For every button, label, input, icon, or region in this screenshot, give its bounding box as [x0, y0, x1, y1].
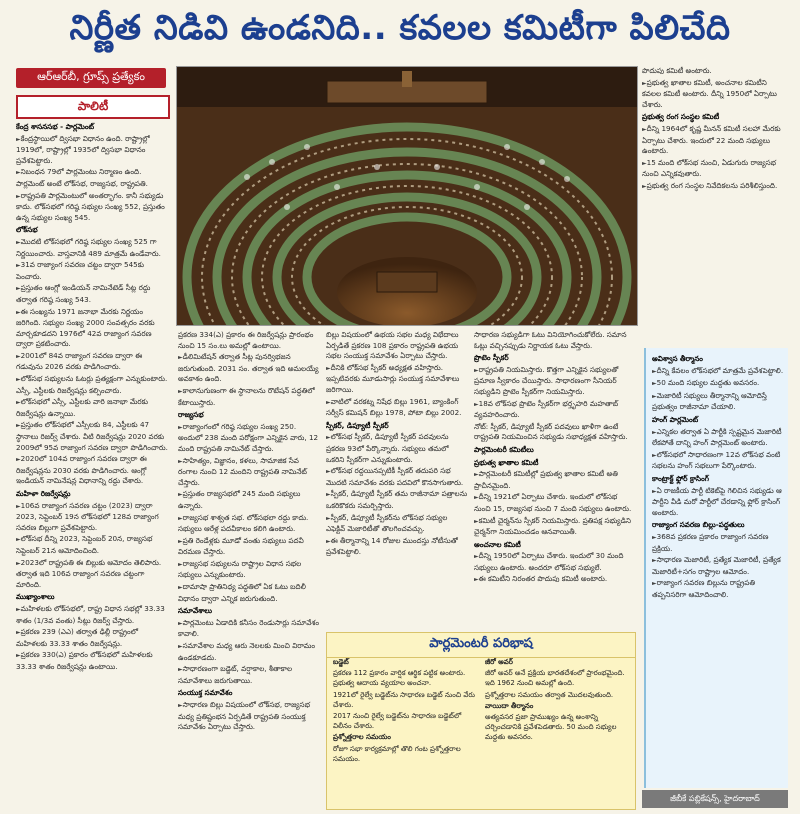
subheading: లోక్‌సభ — [16, 225, 38, 235]
paragraph: ► సాహిత్యం, విజ్ఞానం, కళలు, సామాజిక సేవ రంగాల నుంచి 12 మందిని రాష్ట్రపతి నామినేట్ చేస్తారు. — [178, 456, 320, 489]
subheading: జీరో అవర్ — [485, 658, 513, 666]
paragraph: ► ప్రకరణ 330(ఎ) ప్రకారం లోక్‌సభలో మహిళలకు 33.33 శాతం రిజర్వేషన్లు ఉంటాయి. — [16, 650, 170, 672]
article-column-1 — [16, 120, 170, 808]
paragraph: ► రాష్ట్రపతి పార్లమెంటులో అంతర్భాగం. కానీ సభ్యుడు కాదు. లోక్‌సభలో గరిష్ఠ సభ్యుల సంఖ్య 552, ప్రస్తుతం ఉన్న సభ్యుల సంఖ్య 545. — [16, 191, 170, 224]
paragraph: ► ఎన్నికల తర్వాత ఏ పార్టీకి స్పష్టమైన మెజారిటీ లేకపోతే దాన్ని హంగ్ పార్లమెంట్ అంటారు. — [652, 427, 786, 449]
sidebar-box — [644, 348, 788, 788]
paragraph: ► ప్రభుత్వ ఖాతాల కమిటీ, అంచనాల కమిటీని కవలల కమిటీ అంటారు. దీన్ని 1950లో ఏర్పాటు చేశారు. — [642, 78, 788, 111]
subheading: పార్లమెంటరీ కమిటీలు — [474, 444, 534, 454]
paragraph: ► ఈ కమిటీని నిరంతర పొదుపు కమిటీ అంటారు. — [474, 574, 634, 586]
subheading: బడ్జెట్ — [333, 658, 349, 666]
subheading: హంగ్ పార్లమెంట్ — [652, 414, 699, 424]
paragraph: ► ప్రభుత్వ రంగ సంస్థల నివేదికలను పరిశీలిస్తుంది. — [642, 181, 788, 193]
subheading: ప్రశ్నోత్తరాల సమయం — [333, 733, 391, 742]
paragraph: ► ఈ సంఖ్యను 1971 జనాభా మేరకు నిర్ణయం జరిగింది. సభ్యుల సంఖ్య 2000 సంవత్సరం వరకు మార్చకూడదని 1976లో 42వ రాజ్యాంగ సవరణ ద్వారా ప్రకటించారు. — [16, 307, 170, 350]
subheading: కేంద్ర శాసనసభ - పార్లమెంట్ — [16, 122, 95, 131]
paragraph: ► లోక్‌సభ దీన్ని 2023, సెప్టెంబర్ 20న, రాజ్యసభ సెప్టెంబర్ 21న ఆమోదించింది. — [16, 534, 170, 556]
paragraph: ► సాధారణ మెజారిటీ, ప్రత్యేక మెజారిటీ, ప్రత్యేక మెజారిటీ+సగం రాష్ట్రాల ఆమోదం. — [652, 555, 786, 577]
paragraph: ► రాజ్యసభ సభ్యులను రాష్ట్రాల విధాన సభల సభ్యులు ఎన్నుకుంటారు. — [178, 559, 320, 581]
paragraph: ► రాజ్యాంగ సవరణ బిల్లును రాష్ట్రపతి తప్పనిసరిగా ఆమోదించాలి. — [652, 578, 786, 600]
paragraph: ► వాటిలో వరకట్న నిషేధ బిల్లు 1961, బ్యాంకింగ్ సర్వీస్ కమిషన్ బిల్లు 1978, పోటా బిల్లు 2002. — [326, 397, 468, 419]
paragraph: ► ఈ తీర్మానాన్ని 14 రోజుల ముందస్తు నోటీసుతో ప్రవేశపెట్టాలి. — [326, 536, 468, 558]
paragraph: ► ప్రస్తుతం ఆంగ్లో ఇండియన్ నామినేటెడ్ సీట్ల రద్దు తర్వాత గరిష్ఠ సంఖ్య 543. — [16, 283, 170, 305]
glossary-title: పార్లమెంటరీ పరిభాష — [327, 633, 635, 658]
paragraph: ప్రకరణ 334(ఎ) ప్రకారం ఈ రిజర్వేషన్లు ప్రారంభం నుంచి 15 సం.లు అమల్లో ఉంటాయి. — [178, 330, 314, 350]
paragraph: ► దీనికి లోక్‌సభ స్పీకర్ అధ్యక్షత వహిస్తారు. ఇప్పటివరకు మూడుసార్లు సంయుక్త సమావేశాలు జరిగాయి. — [326, 363, 468, 396]
paragraph: ► 368వ ప్రకరణ ప్రకారం రాజ్యాంగ సవరణ ప్రక్రియ. — [652, 532, 786, 554]
paragraph: ► పార్లమెంటరీ కమిటీల్లో ప్రభుత్వ ఖాతాల కమిటీ అతి ప్రాచీనమైంది. — [474, 469, 634, 491]
paragraph: ► 15 మంది లోక్‌సభ నుంచి, ఏడుగురు రాజ్యసభ నుంచి ఎన్నికవుతారు. — [642, 158, 788, 180]
paragraph: ► సమావేశాల మధ్య ఆరు నెలలకు మించి విరామం ఉండకూడదు. — [178, 641, 320, 663]
paragraph: ► ప్రతి రెండేళ్లకు మూడో వంతు సభ్యులు పదవీ విరమణ చేస్తారు. — [178, 536, 320, 558]
paragraph: రోజూ సభా కార్యక్రమాల్లో తొలి గంట ప్రశ్నోత్తరాల సమయం. — [333, 744, 461, 763]
paragraph: ► సాధారణ బిల్లు విషయంలో లోక్‌సభ, రాజ్యసభ మధ్య ప్రతిష్టంభన ఏర్పడితే రాష్ట్రపతి సంయుక్త సమావేశం ఏర్పాటు చేస్తారు. — [178, 700, 320, 733]
subheading: ముఖ్యాంశాలు — [16, 592, 55, 602]
subheading: రాజ్యాంగ సవరణ బిల్లు-పద్ధతులు — [652, 520, 745, 530]
subheading: ప్రభుత్వ రంగ సంస్థల కమిటీ — [642, 112, 720, 122]
headline: నిర్ణీత నిడివి ఉండనిది.. కవలల కమిటీగా పిలిచేది — [69, 8, 731, 48]
parliament-photo — [176, 66, 638, 326]
subheading: కాంట్రాక్ట్ ఫ్లోర్ క్రాసింగ్ — [652, 473, 709, 483]
glossary-box — [326, 632, 636, 810]
paragraph: బిల్లు విషయంలో ఉభయ సభల మధ్య విభేదాలు ఏర్పడితే ప్రకరణ 108 ప్రకారం రాష్ట్రపతి ఉభయ సభల సంయుక్త సమావేశం ఏర్పాటు చేస్తారు. — [326, 330, 459, 361]
article-column-3 — [326, 330, 468, 630]
publisher-credit: జీబీకే పబ్లికేషన్స్, హైదరాబాద్ — [642, 790, 788, 808]
paragraph: ప్రకరణ 112 ప్రకారం వార్షిక ఆర్థిక పట్టిక అంటారు. ప్రభుత్వ ఆదాయ వ్యయాల అంచనా. — [333, 669, 466, 688]
subheading: వాయిదా తీర్మానం — [485, 701, 534, 710]
subheading: సమావేశాలు — [178, 606, 212, 616]
subheading: రాజ్యసభ — [178, 410, 204, 420]
byline: ఆర్‌ఆర్‌బీ, గ్రూప్స్ ప్రత్యేకం — [16, 68, 166, 88]
paragraph: ► 2023లో రాష్ట్రపతి ఈ బిల్లుకు ఆమోదం తెలిపారు. తర్వాత ఇది 106వ రాజ్యాంగ సవరణ చట్టంగా మారింది. — [16, 558, 170, 591]
paragraph: ► ప్రకరణ 239 (ఎఎ) తర్వాత ఢిల్లీ రాష్ట్రంలో మహిళలకు 33.33 శాతం రిజర్వేషన్లు. — [16, 627, 170, 649]
glossary-column-left — [333, 657, 479, 805]
subheading: అంచనాల కమిటీ — [474, 539, 521, 549]
paragraph: ► లోక్‌సభ స్పీకర్, డిప్యూటీ స్పీకర్ పదవులను ప్రకరణ 93లో పేర్కొన్నారు. సభ్యులు తమలో ఒకరిని స్పీకర్‌గా ఎన్నుకుంటారు. — [326, 432, 468, 465]
paragraph: ► 2001లో 84వ రాజ్యాంగ సవరణ ద్వారా ఈ గడువును 2026 వరకు పొడిగించారు. — [16, 351, 170, 373]
paragraph: ► కేంద్రస్థాయిలో ద్విసభా విధానం ఉంది. రాష్ట్రాల్లో 1919లో, రాష్ట్రాల్లో 1935లో ద్విసభా విధానం ప్రవేశపెట్టారు. — [16, 134, 170, 167]
paragraph: 2017 నుంచి రైల్వే బడ్జెట్‌ను సాధారణ బడ్జెట్‌లో విలీనం చేశారు. — [333, 712, 462, 731]
subheading: అవిశ్వాస తీర్మానం — [652, 354, 703, 363]
paragraph: ► దామాషా ప్రాతినిధ్య పద్ధతిలో ఏక ఓటు బదిలీ విధానం ద్వారా ఎన్నిక జరుగుతుంది. — [178, 582, 320, 604]
paragraph: ► నిబంధన 79లో పార్లమెంటు నిర్మాణం ఉంది. పార్లమెంట్ అంటే లోక్‌సభ, రాజ్యసభ, రాష్ట్రపతి. — [16, 167, 170, 189]
paragraph: ► రాజ్యాంగంలో గరిష్ఠ సభ్యుల సంఖ్య 250. అందులో 238 మంది పరోక్షంగా ఎన్నికైన వారు, 12 మంది రాష్ట్రపతి నామినేట్ చేస్తారు. — [178, 422, 320, 455]
subheading: ప్రభుత్వ ఖాతాల కమిటీ — [474, 457, 539, 467]
paragraph: ► లోక్‌సభ సభ్యులను ఓటర్లు ప్రత్యక్షంగా ఎన్నుకుంటారు. ఎస్సీ, ఎస్టీలకు రిజర్వేషన్లు కల్పించారు. — [16, 374, 170, 396]
paragraph: ► దీన్ని కేవలం లోక్‌సభలో మాత్రమే ప్రవేశపెట్టాలి. — [652, 366, 786, 378]
paragraph: ► రాజ్యసభ శాశ్వత సభ. లోక్‌సభలా రద్దు కాదు. సభ్యులు ఆరేళ్ల పదవీకాలం కలిగి ఉంటారు. — [178, 513, 320, 535]
paragraph: ► దీన్ని 1921లో ఏర్పాటు చేశారు. ఇందులో లోక్‌సభ నుంచి 15, రాజ్యసభ నుంచి 7 మంది సభ్యులు ఉంటారు. — [474, 492, 634, 514]
paragraph: నోట్: స్పీకర్, డిప్యూటీ స్పీకర్ పదవులు ఖాళీగా ఉంటే రాష్ట్రపతి నియమించిన సభ్యుడు సభాధ్యక్షత వహిస్తారు. — [474, 421, 628, 442]
paragraph: ప్రశ్నోత్తరాల సమయం తర్వాత మొదలవుతుంది. — [485, 690, 614, 699]
paragraph: ► రాష్ట్రపతి నియమిస్తారు. కొత్తగా ఎన్నికైన సభ్యులతో ప్రమాణ స్వీకారం చేయిస్తారు. సాధారణంగా సీనియర్ సభ్యుడిని ప్రొటెం స్పీకర్‌గా నియమిస్తారు. — [474, 365, 634, 398]
paragraph: సాధారణ సభ్యుడిగా ఓటు వినియోగించుకోలేరు. సమాన ఓట్లు వచ్చినప్పుడు నిర్ణాయక ఓటు వేస్తారు. — [474, 330, 627, 350]
paragraph: ► దీన్ని 1950లో ఏర్పాటు చేశారు. ఇందులో 30 మంది సభ్యులు ఉంటారు. అందరూ లోక్‌సభ సభ్యులే. — [474, 551, 634, 573]
paragraph: ► మెజారిటీ సభ్యులు తీర్మానాన్ని ఆమోదిస్తే ప్రభుత్వం రాజీనామా చేయాలి. — [652, 391, 786, 413]
paragraph: ► లోక్‌సభ రద్దయినప్పటికీ స్పీకర్ తదుపరి సభ మొదటి సమావేశం వరకు పదవిలో కొనసాగుతారు. — [326, 466, 468, 488]
paragraph: ► ప్రస్తుతం లోక్‌సభలో ఎస్సీలకు 84, ఎస్టీలకు 47 స్థానాలు రిజర్వ్ చేశారు. వీటి రిజర్వేషన్లు 2020 వరకు 2009లో 95వ రాజ్యాంగ సవరణ ద్వారా పొడిగించారు. — [16, 420, 170, 453]
subheading: ప్రొటెం స్పీకర్ — [474, 353, 509, 363]
glossary-column-right — [485, 657, 629, 805]
paragraph: ► లోక్‌సభలో ఎస్సీ, ఎస్టీలకు వారి జనాభా మేరకు రిజర్వేషన్లు ఉన్నాయి. — [16, 397, 170, 419]
paragraph: పొదుపు కమిటీ అంటారు. — [642, 66, 712, 75]
paragraph: ► మొదటి లోక్‌సభలో గరిష్ఠ సభ్యుల సంఖ్య 525 గా నిర్ణయించారు. వాస్తవానికి 489 మాత్రమే ఉండేవారు. — [16, 237, 170, 259]
paragraph: ► కాలానుగుణంగా ఈ స్థానాలను రొటేషన్ పద్ధతిలో కేటాయిస్తారు. — [178, 386, 320, 408]
paragraph: ► 2020లో 104వ రాజ్యాంగ సవరణ ద్వారా ఈ రిజర్వేషన్లను 2030 వరకు పొడిగించారు. ఆంగ్లో ఇండియన్ నామినేషన్ల విధానాన్ని రద్దు చేశారు. — [16, 454, 170, 487]
paragraph: ► 31వ రాజ్యాంగ సవరణ చట్టం ద్వారా 545కు పెంచారు. — [16, 260, 170, 282]
paragraph: ► దీన్ని 1964లో కృష్ణ మీనన్ కమిటీ సలహా మేరకు ఏర్పాటు చేశారు. ఇందులో 22 మంది సభ్యులు ఉంటారు. — [642, 124, 788, 157]
paragraph: ► స్పీకర్, డిప్యూటీ స్పీకర్ తమ రాజీనామా పత్రాలను ఒకరికొకరు సమర్పిస్తారు. — [326, 489, 468, 511]
parliament-chamber-illustration — [177, 67, 637, 325]
paragraph: అత్యవసర ప్రజా ప్రాముఖ్యం ఉన్న అంశాన్ని చర్చించడానికి ప్రవేశపెడతారు. 50 మంది సభ్యుల మద్దతు అవసరం. — [485, 713, 617, 742]
subheading: స్పీకర్, డిప్యూటీ స్పీకర్ — [326, 420, 389, 430]
paragraph: ► లోక్‌సభలో సాధారణంగా 12వ లోక్‌సభ వంటి సభలను హంగ్ సభలుగా పేర్కొంటారు. — [652, 450, 786, 472]
paragraph: ► మహిళలకు లోక్‌సభలో, రాష్ట్ర విధాన సభల్లో 33.33 శాతం (1/3వ వంతు) సీట్లు రిజర్వ్ చేస్తారు. — [16, 604, 170, 626]
subheading: సంయుక్త సమావేశం — [178, 688, 233, 698]
paragraph: ► డీలిమిటేషన్ తర్వాత సీట్ల పునర్విభజన జరుగుతుంది. 2031 సం. తర్వాత ఇది అమలయ్యే అవకాశం ఉంది. — [178, 352, 320, 385]
paragraph: ► కమిటీ చైర్మన్‌ను స్పీకర్ నియమిస్తారు. ప్రతిపక్ష సభ్యుడిని చైర్మన్‌గా నియమించడం ఆనవాయితీ. — [474, 516, 634, 538]
paragraph: ► సాధారణంగా బడ్జెట్, వర్షాకాల, శీతాకాల సమావేశాలు జరుగుతాయి. — [178, 664, 320, 686]
section-badge: పాలిటీ — [16, 95, 170, 119]
paragraph: ► 18వ లోక్‌సభ ప్రొటెం స్పీకర్‌గా భర్తృహరి మహతాబ్ వ్యవహరించారు. — [474, 399, 634, 421]
paragraph: జీరో అవర్ అనే ప్రక్రియ భారతదేశంలో ప్రారంభమైంది. ఇది 1962 నుంచి అమల్లో ఉంది. — [485, 669, 625, 688]
paragraph: 1921లో రైల్వే బడ్జెట్‌ను సాధారణ బడ్జెట్ నుంచి వేరు చేశారు. — [333, 690, 475, 709]
article-column-2 — [178, 330, 320, 808]
paragraph: ► ఏ రాజకీయ పార్టీ టికెట్‌పై గెలిచిన సభ్యుడు ఆ పార్టీని వీడి మరో పార్టీలో చేరడాన్ని ఫ్లోర్ క్రాసింగ్ అంటారు. — [652, 486, 786, 519]
paragraph: ► 106వ రాజ్యాంగ సవరణ చట్టం (2023) ద్వారా 2023, సెప్టెంబర్ 19న లోక్‌సభలో 128వ రాజ్యాంగ సవరణ బిల్లుగా ప్రవేశపెట్టారు. — [16, 501, 170, 534]
paragraph: ► 50 మంది సభ్యుల మద్దతు అవసరం. — [652, 378, 786, 390]
paragraph: ► పార్లమెంటు ఏడాదికి కనీసం రెండుసార్లు సమావేశం కావాలి. — [178, 618, 320, 640]
subheading: మహిళా రిజర్వేషన్లు — [16, 489, 71, 498]
paragraph: ► ప్రస్తుతం రాజ్యసభలో 245 మంది సభ్యులు ఉన్నారు. — [178, 489, 320, 511]
paragraph: ► స్పీకర్, డిప్యూటీ స్పీకర్‌ను లోక్‌సభ సభ్యుల ఎఫెక్టివ్ మెజారిటీతో తొలగించవచ్చు. — [326, 513, 468, 535]
